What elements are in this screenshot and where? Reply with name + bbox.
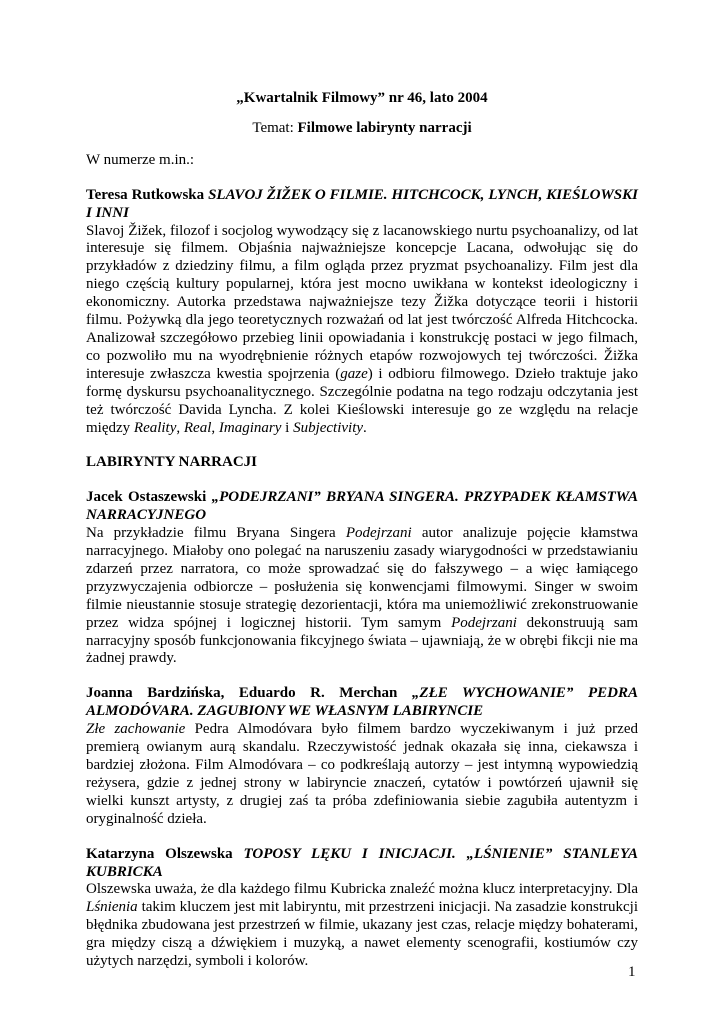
- theme-label: Temat:: [252, 119, 294, 136]
- summary-text: ,: [211, 419, 219, 436]
- summary-text: Olszewska uważa, że dla każdego filmu Kubricka znaleźć można klucz interpretacyjny. Dla: [86, 881, 638, 898]
- article-zizek: [86, 187, 638, 438]
- article-title: [86, 489, 638, 525]
- article-summary: [86, 881, 638, 971]
- summary-term: Real: [183, 419, 212, 436]
- issue-theme: [86, 120, 638, 138]
- article-podejrzani: [86, 489, 638, 668]
- article-title: [86, 685, 638, 721]
- article-author: Joanna Bardzińska, Eduardo R. Merchan: [86, 685, 398, 702]
- article-work-title: TOPOSY LĘKU I INICJACJI. „LŚNIENIE” STANLEYA KUBRICKA: [86, 845, 638, 880]
- article-title: [86, 187, 638, 223]
- summary-text: ,: [176, 419, 184, 436]
- article-title: [86, 846, 638, 882]
- summary-text: autor analizuje pojęcie kłamstwa narracyjnego. Miałoby ono polegać na naruszeniu zasady wiarygodności w przedstawianiu zdarzeń przez narratora, co może sprowadzać się do fałszywego – a więc łamiącego przyzwyczajenia odbiorcze – posłużenia się konwencjami filmowymi. Singer w swoim filmie nieustannie stosuje strategię dezorientacji, która ma uniemożliwić zrekonstruowanie przez widza spójnej i logicznej historii. Tym samym: [86, 525, 639, 631]
- summary-film-title: Złe zachowanie: [86, 721, 186, 738]
- article-author: Jacek Ostaszewski: [86, 489, 207, 506]
- summary-text: ) i odbioru filmowego. Dzieło traktuje jako formę dyskursu psychoanalitycznego. Szczególnie podatna na tego rodzaju odczytania jest też twórczość Davida Lyncha. Z kolei Kieślowski interesuje go ze względu na relacje między: [86, 365, 638, 436]
- summary-text: .: [363, 419, 367, 436]
- summary-film-title: Lśnienia: [86, 899, 138, 916]
- summary-film-title: Podejrzani: [451, 614, 517, 631]
- page-number: 1: [628, 964, 636, 980]
- summary-text: Pedra Almodóvara było filmem bardzo wyczekiwanym i już przed premierą owianym aurą skandalu. Rzeczywistość jednak okazała się inna, ciekawsza i bardziej złożona. Film Almodóvara – co podkreślają autorzy – jest intymną wypowiedzią reżysera, gdzie z jednej strony w labiryncie znaczeń, cytatów i powtórzeń ujawnił się wielki kunszt artysty, z drugiej zaś ta próba zdefiniowania siebie zagubiła autentyzm i oryginalność dzieła.: [86, 721, 638, 827]
- article-summary: [86, 721, 638, 828]
- issue-intro: W numerze m.in.:: [86, 151, 195, 168]
- section-heading: LABIRYNTY NARRACJI: [86, 454, 258, 471]
- summary-text: i: [281, 419, 294, 436]
- journal-title: „Kwartalnik Filmowy” nr 46, lato 2004: [236, 90, 488, 106]
- article-summary: [86, 525, 638, 668]
- summary-text: Slavoj Žižek, filozof i socjolog wywodzący się z lacanowskiego nurtu psychoanalizy, od lat interesuje się filmem. Objaśnia najważniejsze koncepcje Lacana, odwołując się do przykładów z dziedziny filmu, a film ogląda przez pryzmat psychoanalizy. Film jest dla niego częścią kultury popularnej, która jest mocno uwikłana w kontekst ideologiczny i ekonomiczny. Autorka przedstawa najważniejsze tezy Žižka dotyczące teorii i historii filmu. Pożywką dla jego teoretycznych rozważań od lat jest twórczość Alfreda Hitchcocka. Analizował szczegółowo przebieg linii opowiadania i konstrukcję postaci w jego filmach, co pozwoliło mu na wyodrębnienie różnych etapów rozwojowych tej twórczości. Žižka interesuje zwłaszcza kwestia spojrzenia (: [86, 222, 638, 382]
- summary-term: gaze: [340, 365, 368, 382]
- article-author: Katarzyna Olszewska: [86, 845, 233, 862]
- summary-text: Na przykładzie filmu Bryana Singera: [86, 525, 346, 542]
- summary-text: takim kluczem jest mit labiryntu, mit przestrzeni inicjacji. Na zasadzie konstrukcji błędnika zbudowana jest przestrzeń w filmie, ukazany jest czas, relacje między bohaterami, gra między ciszą a dźwiękiem i muzyką, a nawet elementy scenografii, kostiumów czy użytych narzędzi, symboli i kolorów.: [86, 899, 638, 970]
- article-author: Teresa Rutkowska: [86, 186, 205, 203]
- document-page: [86, 90, 638, 971]
- summary-text: dekonstruują sam narracyjny sposób funkcjonowania fikcyjnego świata – ujawniają, że w obrębi fikcji nie ma żadnej prawdy.: [86, 614, 638, 667]
- summary-term: Imaginary: [218, 419, 282, 436]
- article-summary: [86, 223, 638, 438]
- article-work-title: „ZŁE WYCHOWANIE” PEDRA ALMODÓVARA. ZAGUBIONY WE WŁASNYM LABIRYNCIE: [86, 685, 638, 720]
- summary-film-title: Podejrzani: [345, 525, 412, 542]
- summary-term: Subjectivity: [293, 419, 364, 436]
- article-work-title: „PODEJRZANI” BRYANA SINGERA. PRZYPADEK KŁAMSTWA NARRACYJNEGO: [86, 489, 638, 524]
- theme-value: Filmowe labirynty narracji: [297, 119, 472, 136]
- article-lsnienie: [86, 846, 638, 971]
- summary-term: Reality: [133, 419, 177, 436]
- article-work-title: SLAVOJ ŽIŽEK O FILMIE. HITCHCOCK, LYNCH, KIEŚLOWSKI I INNI: [86, 186, 638, 221]
- article-zle-wychowanie: [86, 685, 638, 828]
